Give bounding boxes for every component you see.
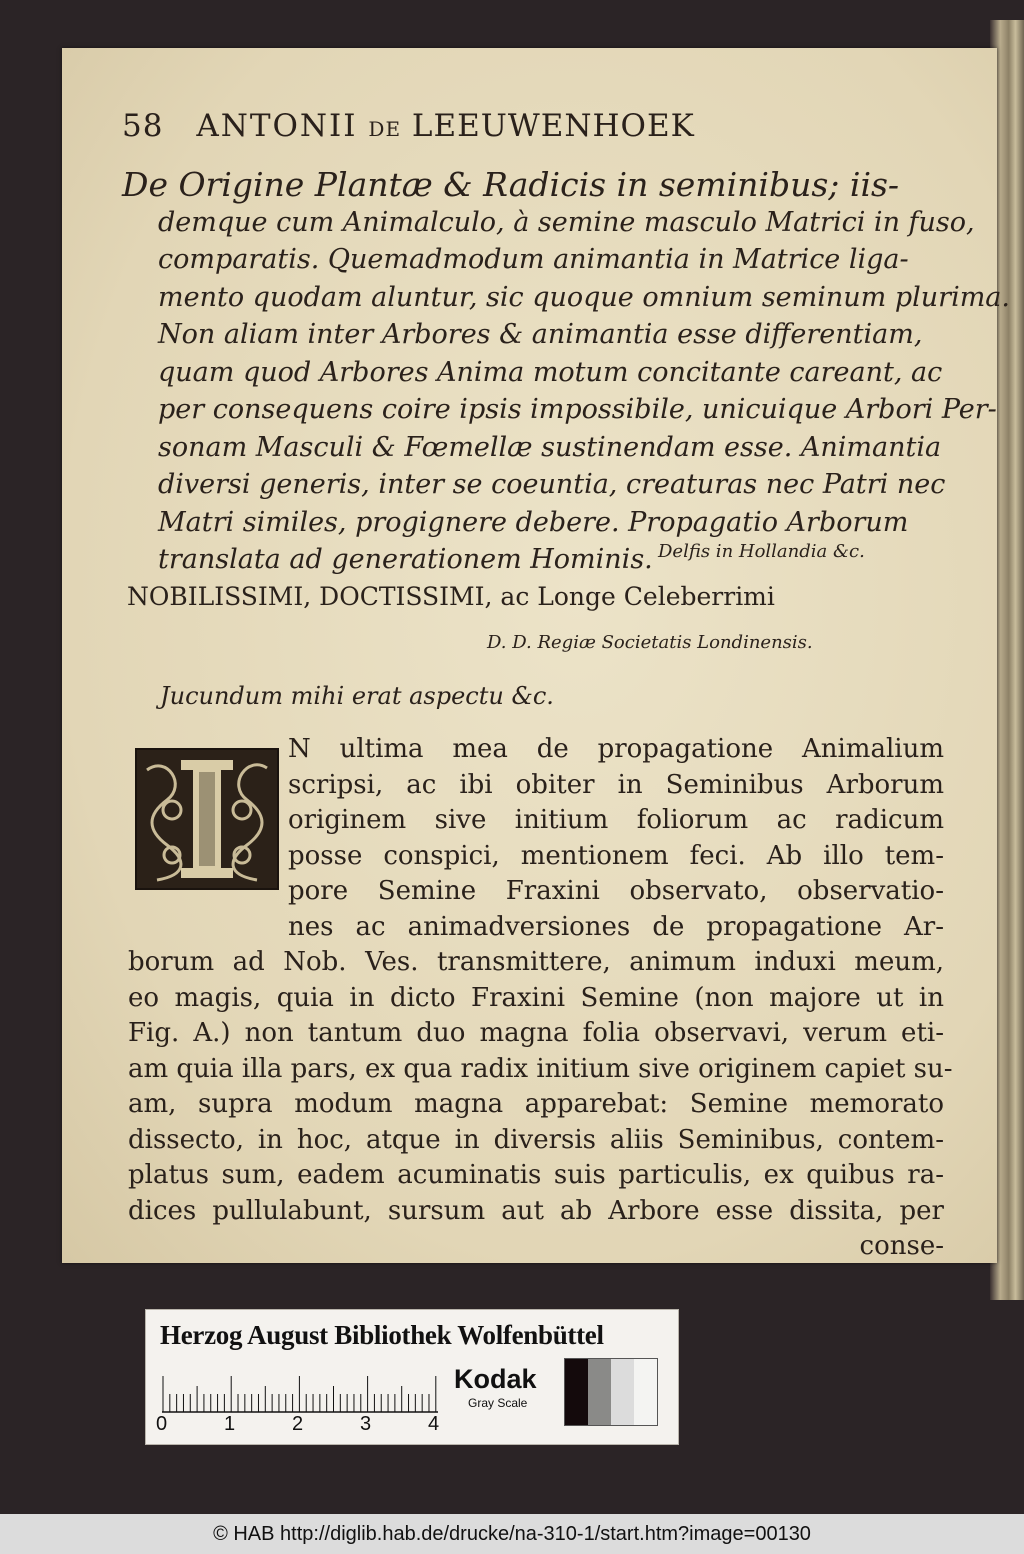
summary-line: comparatis. Quemadmodum animantia in Matrice liga- <box>158 244 909 275</box>
ruler-number: 1 <box>224 1413 236 1435</box>
summary-line: Matri similes, progignere debere. Propagatio Arborum <box>158 506 909 538</box>
body-line: conse- <box>859 1231 944 1261</box>
running-head <box>122 108 695 144</box>
body-text <box>128 732 953 1265</box>
library-name: Herzog August Bibliothek Wolfenbüttel <box>160 1320 604 1350</box>
author-particle: DE <box>368 117 402 141</box>
summary-line: per consequens coire ipsis impossibile, unicuique Arbori Per- <box>158 394 997 425</box>
body-line: platus sum, eadem acuminatis suis particulis, ex quibus ra- <box>128 1160 944 1190</box>
book-page <box>62 48 1010 1263</box>
gray-swatch <box>588 1359 611 1425</box>
gray-swatch <box>565 1359 588 1425</box>
summary-line: sonam Masculi & Fœmellæ sustinendam esse. Animantia <box>158 431 942 463</box>
summary-line: demque cum Animalculo, à semine masculo Matrici in fuso, <box>158 206 975 238</box>
ruler-numbers <box>156 1413 456 1439</box>
summary-line: Non aliam inter Arbores & animantia esse differentiam, <box>158 319 923 350</box>
image-credit: © HAB http://diglib.hab.de/drucke/na-310-1/start.htm?image=00130 <box>0 1514 1024 1554</box>
dateline: Delfis in Hollandia &c. <box>658 541 865 562</box>
measuring-ruler <box>162 1372 438 1414</box>
gray-swatch <box>634 1359 657 1425</box>
salutation: NOBILISSIMI, DOCTISSIMI, ac Longe Celeberrimi <box>127 582 775 611</box>
body-line: dices pullulabunt, sursum aut ab Arbore esse dissita, per <box>128 1195 944 1226</box>
page-number: 58 <box>122 108 164 144</box>
recipient: D. D. Regiæ Societatis Londinensis. <box>487 632 813 653</box>
body-line: borum ad Nob. Ves. transmittere, animum induxi meum, <box>128 947 944 977</box>
summary-line: quam quod Arbores Anima motum concitante careant, ac <box>158 356 943 388</box>
author-last-name: LEEUWENHOEK <box>411 108 695 144</box>
gray-swatch <box>611 1359 634 1425</box>
body-line: pore Semine Fraxini observato, observatio- <box>288 876 944 906</box>
body-line: N ultima mea de propagatione Animalium <box>288 734 944 764</box>
incipit: Jucundum mihi erat aspectu &c. <box>160 682 554 710</box>
body-line: nes ac animadversiones de propagatione Ar- <box>288 911 944 942</box>
author-first-name: ANTONII <box>196 108 358 144</box>
body-line: eo magis, quia in dicto Fraxini Semine (non majore ut in <box>128 982 944 1013</box>
body-line: Fig. A.) non tantum duo magna folia observavi, verum eti- <box>128 1018 944 1048</box>
ruler-number: 3 <box>360 1413 372 1435</box>
chapter-summary <box>122 166 1010 579</box>
color-calibration-card <box>145 1309 679 1445</box>
summary-line: translata ad generationem Hominis. <box>158 544 653 575</box>
kodak-logo: Kodak <box>454 1364 537 1394</box>
summary-line: De Origine Plantæ & Radicis in seminibus; iis- <box>122 165 900 204</box>
body-line: posse conspici, mentionem feci. Ab illo tem- <box>288 840 944 871</box>
ruler-number: 4 <box>428 1413 440 1435</box>
body-line: am, supra modum magna apparebat: Semine memorato <box>128 1089 944 1119</box>
gray-swatches <box>564 1358 658 1426</box>
ruler-number: 0 <box>156 1413 168 1435</box>
summary-line: mento quodam aluntur, sic quoque omnium seminum plurima. <box>158 281 1010 313</box>
gray-scale-label: Gray Scale <box>468 1396 528 1410</box>
summary-line: diversi generis, inter se coeuntia, creaturas nec Patri nec <box>158 469 946 500</box>
body-line: scripsi, ac ibi obiter in Seminibus Arborum <box>288 769 944 800</box>
body-line: dissecto, in hoc, atque in diversis aliis Seminibus, contem- <box>128 1124 944 1155</box>
ruler-number: 2 <box>292 1413 304 1435</box>
body-line: originem sive initium foliorum ac radicum <box>288 805 944 835</box>
body-line: am quia illa pars, ex qua radix initium sive originem capiet su- <box>128 1053 953 1084</box>
